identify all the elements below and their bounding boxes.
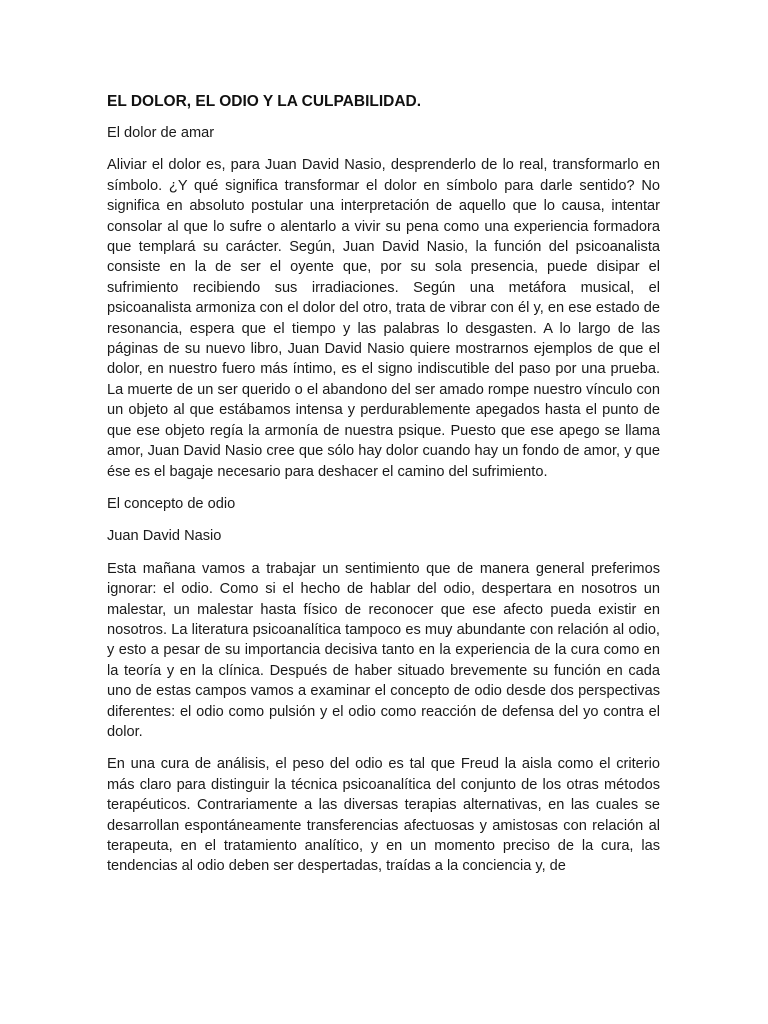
author-line: Juan David Nasio	[107, 528, 222, 545]
paragraph-1: Aliviar el dolor es, para Juan David Nasio, desprenderlo de lo real, transformarlo en símbolo. ¿Y qué significa transformar el dolor en símbolo para darle sentido? No significa en absoluto postular una interpretación de aquello que lo causa, intentar consolar al que lo sufre o alentarlo a vivir su pena como una experiencia formadora que templará su carácter. Según, Juan David Nasio, la función del psicoanalista consiste en la de ser el oyente que, por su sola presencia, puede disipar el sufrimiento recibiendo sus irradiaciones. Según una metáfora musical, el psicoanalista armoniza con el dolor del otro, trata de vibrar con él y, en ese estado de resonancia, espera que el tiempo y las palabras lo desgasten. A lo largo de las páginas de su nuevo libro, Juan David Nasio quiere mostrarnos ejemplos de que el dolor, en nuestro fuero más íntimo, es el signo indiscutible del paso por una prueba. La muerte de un ser querido o el abandono del ser amado rompe nuestro vínculo con un objeto al que estábamos intensa y perdurablemente apegados hasta el punto de que ese objeto regía la armonía de nuestra psique. Puesto que ese apego se llama amor, Juan David Nasio cree que sólo hay dolor cuando hay un fondo de amor, y que ése es el bagaje necesario para deshacer el camino del sufrimiento.	[107, 157, 660, 480]
section-heading-concepto-de-odio: El concepto de odio	[107, 495, 236, 512]
section-heading-dolor-de-amar: El dolor de amar	[107, 125, 215, 141]
paragraph-2: Esta mañana vamos a trabajar un sentimiento que de manera general preferimos ignorar: el odio. Como si el hecho de hablar del odio, despertara en nosotros un malestar, un malestar hasta físico de reconocer que ese afecto pueda existir en nosotros. La literatura psicoanalítica tampoco es muy abundante con relación al odio, y esto a pesar de su importancia decisiva tanto en la experiencia de la cura como en la teoría y en la clínica. Después de haber situado brevemente su función en cada uno de estas campos vamos a examinar el concepto de odio desde dos perspectivas diferentes: el odio como pulsión y el odio como reacción de defensa del yo contra el dolor.	[107, 560, 660, 740]
paragraph-3: En una cura de análisis, el peso del odio es tal que Freud la aisla como el criterio más claro para distinguir la técnica psicoanalítica del conjunto de los otras métodos terapéuticos. Contrariamente a las diversas terapias alternativas, en las cuales se desarrollan espontáneamente transferencias afectuosas y amistosas con relación al terapeuta, en el tratamiento analítico, y en un momento preciso de la cura, las tendencias al odio deben ser despertadas, traídas a la conciencia y, de	[107, 756, 660, 875]
document-title: EL DOLOR, EL ODIO Y LA CULPABILIDAD.	[107, 93, 422, 110]
